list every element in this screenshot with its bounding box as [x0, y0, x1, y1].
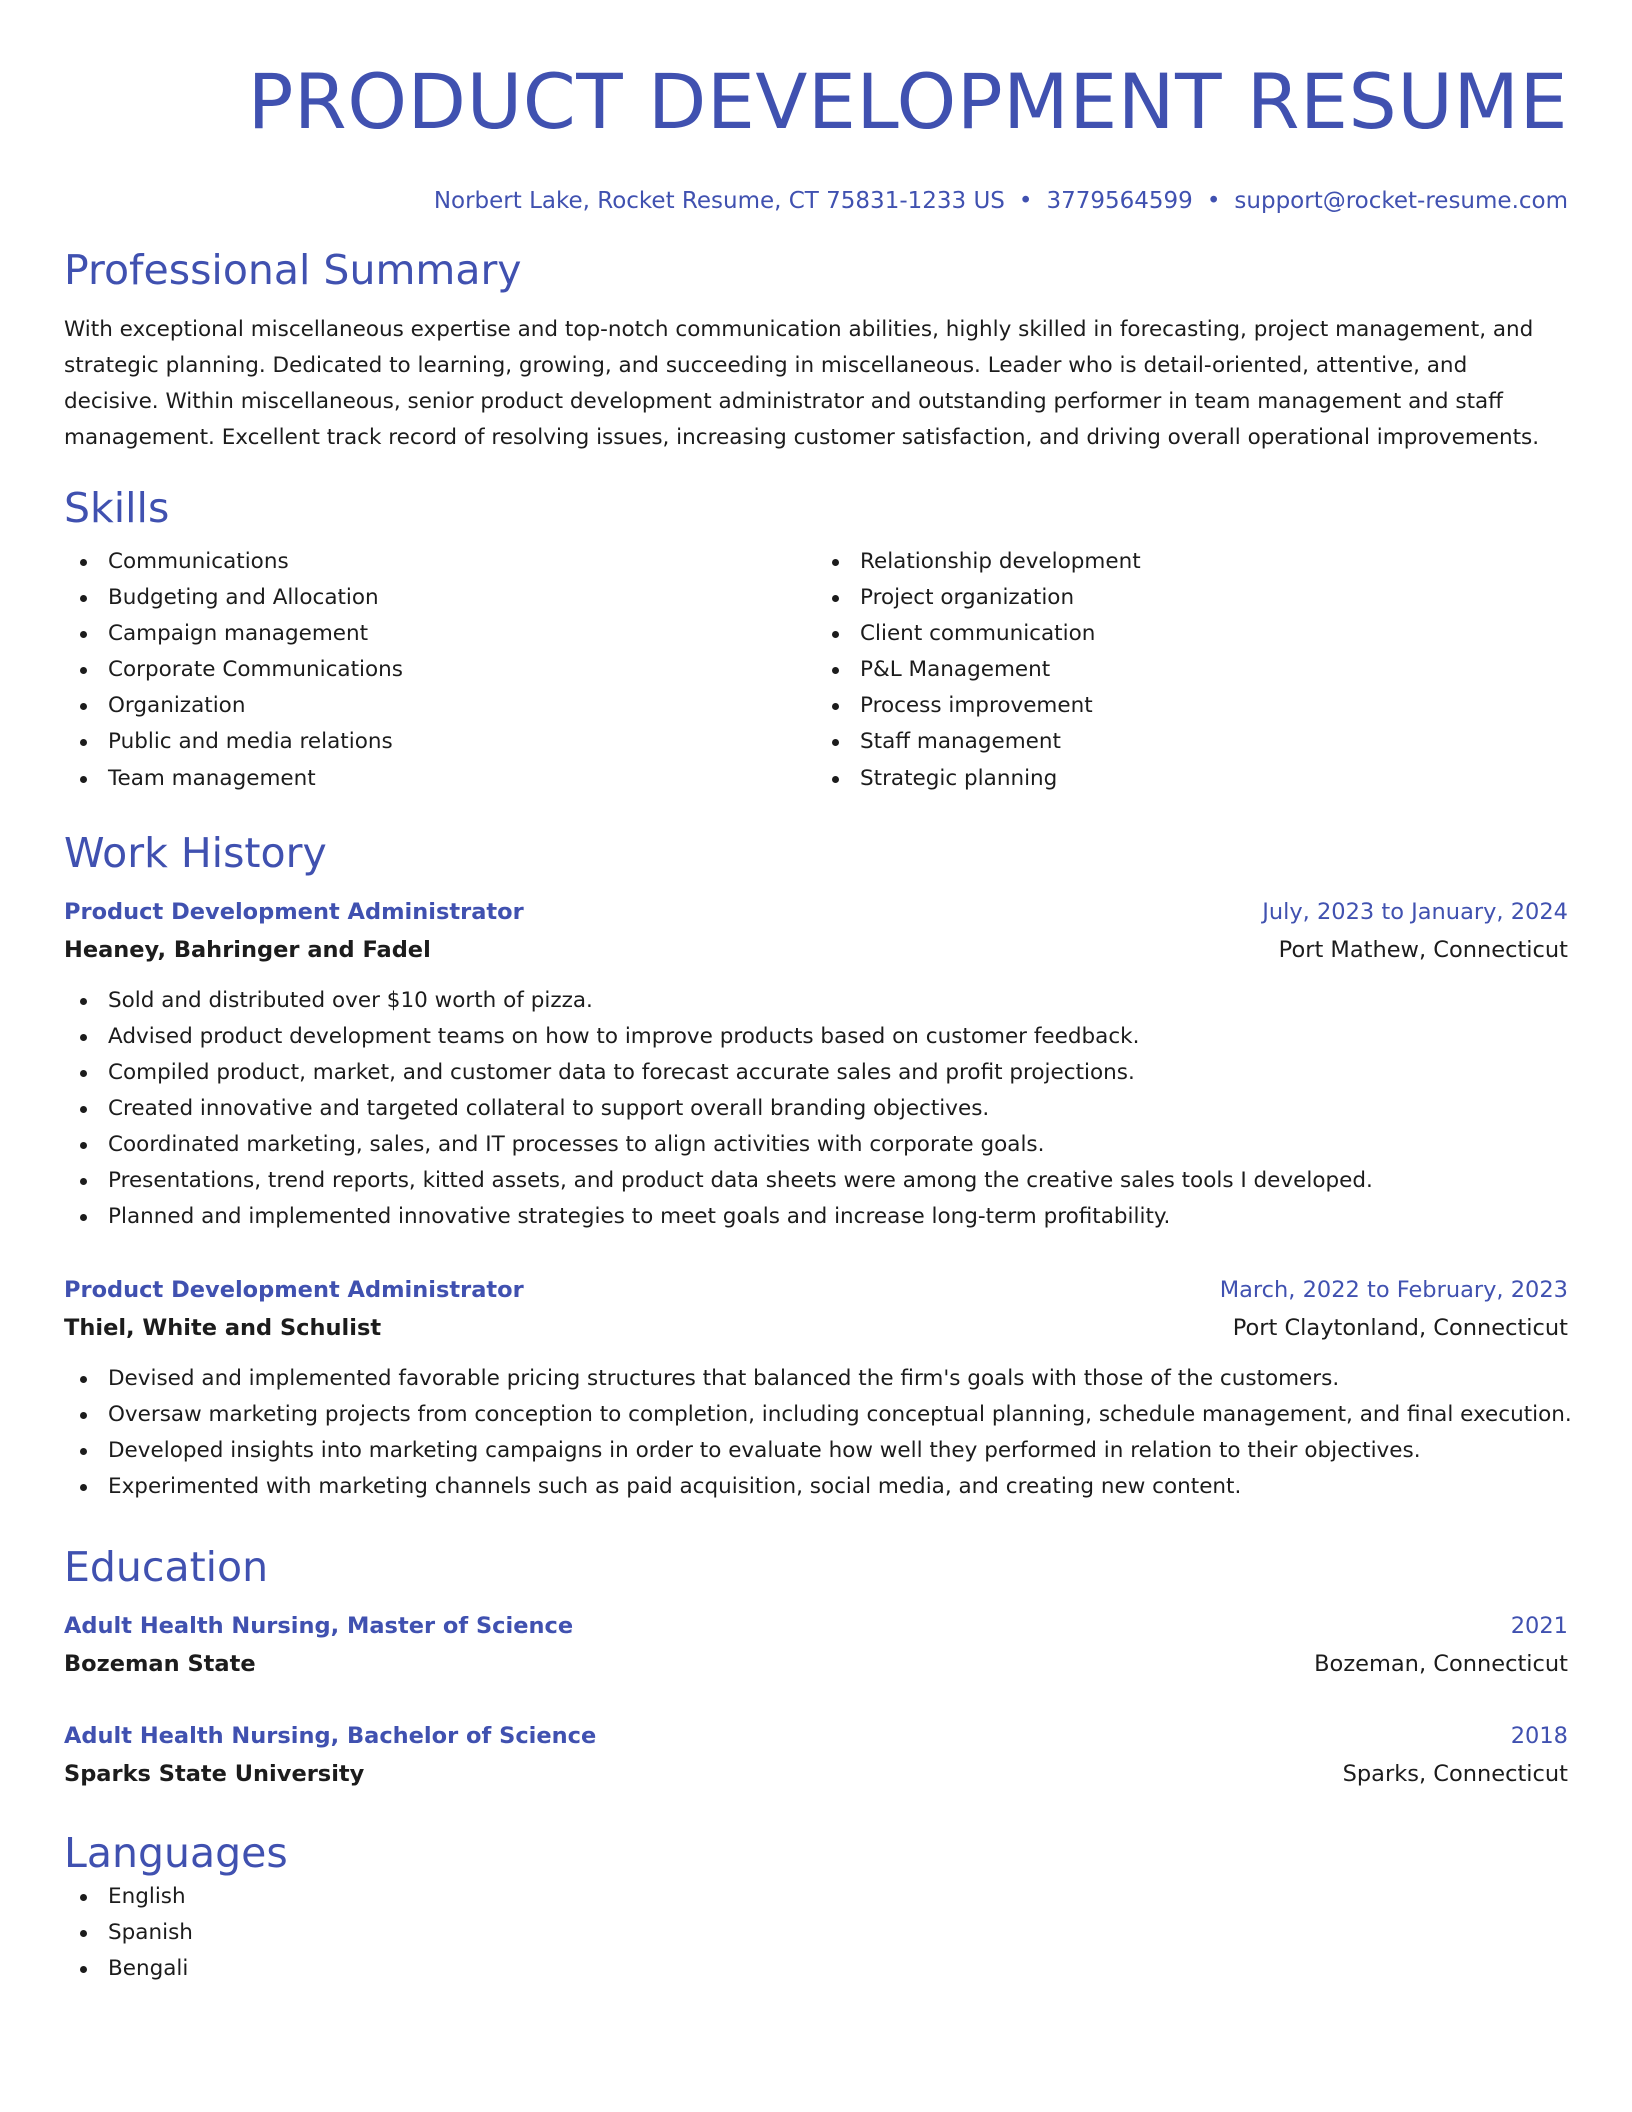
- skill-item: Organization: [64, 688, 816, 724]
- job-bullet: Developed insights into marketing campaigns in order to evaluate how well they performed in relation to their objectives.: [64, 1433, 1568, 1469]
- job-title: Product Development Administrator: [64, 899, 524, 925]
- skill-item: Process improvement: [816, 688, 1568, 724]
- education-school: Bozeman State: [64, 1651, 256, 1677]
- job-entry: [64, 893, 1568, 1235]
- skill-item: P&L Management: [816, 652, 1568, 688]
- skill-item: Staff management: [816, 724, 1568, 760]
- job-header-row: [64, 1271, 1568, 1309]
- education-degree: Adult Health Nursing, Bachelor of Science: [64, 1723, 597, 1749]
- job-company-row: [64, 1309, 1568, 1347]
- education-header-row: [64, 1607, 1568, 1645]
- language-item: Spanish: [64, 1915, 1568, 1951]
- education-entry: [64, 1717, 1568, 1793]
- education-degree: Adult Health Nursing, Master of Science: [64, 1613, 574, 1639]
- language-item: Bengali: [64, 1951, 1568, 1987]
- job-bullet: Presentations, trend reports, kitted assets, and product data sheets were among the creative sales tools I developed.: [64, 1163, 1568, 1199]
- education-location: Bozeman, Connecticut: [1314, 1651, 1568, 1677]
- job-bullet: Devised and implemented favorable pricing structures that balanced the firm's goals with those of the customers.: [64, 1361, 1568, 1397]
- skill-item: Public and media relations: [64, 724, 816, 760]
- skill-item: Campaign management: [64, 616, 816, 652]
- job-bullets: [64, 1361, 1572, 1505]
- education-school-row: [64, 1645, 1568, 1683]
- job-bullet: Experimented with marketing channels such as paid acquisition, social media, and creating new content.: [64, 1469, 1568, 1505]
- job-bullet: Coordinated marketing, sales, and IT processes to align activities with corporate goals.: [64, 1127, 1568, 1163]
- contact-separator: •: [1018, 188, 1033, 214]
- job-bullet: Advised product development teams on how to improve products based on customer feedback.: [64, 1019, 1568, 1055]
- skill-item: Strategic planning: [816, 761, 1568, 797]
- job-dates: July, 2023 to January, 2024: [1262, 899, 1568, 925]
- languages-list: [64, 1879, 1568, 1987]
- job-bullet: Sold and distributed over $10 worth of pizza.: [64, 983, 1568, 1019]
- contact-address: Norbert Lake, Rocket Resume, CT 75831-1233 US: [433, 188, 1005, 214]
- education-header-row: [64, 1717, 1568, 1755]
- work-history-section: [64, 827, 1572, 1505]
- education-location: Sparks, Connecticut: [1342, 1761, 1568, 1787]
- job-bullet: Planned and implemented innovative strategies to meet goals and increase long-term profitability.: [64, 1199, 1568, 1235]
- skills-column-right: [816, 544, 1568, 797]
- skill-item: Project organization: [816, 580, 1568, 616]
- job-title: Product Development Administrator: [64, 1277, 524, 1303]
- job-company: Thiel, White and Schulist: [64, 1315, 382, 1341]
- skill-item: Budgeting and Allocation: [64, 580, 816, 616]
- education-entry: [64, 1607, 1568, 1683]
- job-bullets: [64, 983, 1568, 1235]
- skills-columns: [64, 544, 1568, 797]
- skills-column-left: [64, 544, 816, 797]
- education-year: 2021: [1510, 1613, 1568, 1639]
- skill-item: Relationship development: [816, 544, 1568, 580]
- contact-separator: •: [1206, 188, 1221, 214]
- job-location: Port Claytonland, Connecticut: [1232, 1315, 1568, 1341]
- education-heading: Education: [64, 1543, 269, 1591]
- contact-phone: 3779564599: [1046, 188, 1193, 214]
- education-school: Sparks State University: [64, 1761, 365, 1787]
- job-company: Heaney, Bahringer and Fadel: [64, 937, 431, 963]
- job-dates: March, 2022 to February, 2023: [1219, 1277, 1568, 1303]
- contact-line: [64, 186, 1568, 216]
- language-item: English: [64, 1879, 1568, 1915]
- summary-text: With exceptional miscellaneous expertise and top-notch communication abilities, highly skilled in forecasting, project management, and strategic planning. Dedicated to learning, growing, and succeeding in miscellaneous. Leader who is detail-oriented, attentive, and decisive. Within miscellaneous, senior product development administrator and outstanding performer in team management and staff management. Excellent track record of resolving issues, increasing customer satisfaction, and driving overall operational improvements.: [64, 317, 1540, 450]
- job-bullet: Created innovative and targeted collateral to support overall branding objectives.: [64, 1091, 1568, 1127]
- resume-title: PRODUCT DEVELOPMENT RESUME: [247, 57, 1568, 146]
- skill-item: Team management: [64, 761, 816, 797]
- languages-heading: Languages: [64, 1829, 288, 1877]
- job-company-row: [64, 931, 1568, 969]
- summary-heading: Professional Summary: [64, 246, 522, 294]
- education-year: 2018: [1510, 1723, 1568, 1749]
- contact-email[interactable]: support@rocket-resume.com: [1234, 188, 1568, 214]
- work-history-heading: Work History: [64, 829, 327, 877]
- summary-section: [64, 244, 1568, 456]
- languages-section: [64, 1827, 1568, 1987]
- skill-item: Communications: [64, 544, 816, 580]
- skills-heading: Skills: [64, 484, 170, 532]
- job-bullet: Oversaw marketing projects from conception to completion, including conceptual planning, schedule management, and final execution.: [64, 1397, 1568, 1433]
- education-section: [64, 1541, 1568, 1793]
- job-bullet: Compiled product, market, and customer data to forecast accurate sales and profit projections.: [64, 1055, 1568, 1091]
- skills-section: [64, 482, 1568, 797]
- job-entry: [64, 1271, 1572, 1505]
- skills-list-right: [816, 544, 1568, 797]
- skill-item: Corporate Communications: [64, 652, 816, 688]
- skills-list-left: [64, 544, 816, 797]
- job-header-row: [64, 893, 1568, 931]
- education-school-row: [64, 1755, 1568, 1793]
- job-location: Port Mathew, Connecticut: [1278, 937, 1568, 963]
- skill-item: Client communication: [816, 616, 1568, 652]
